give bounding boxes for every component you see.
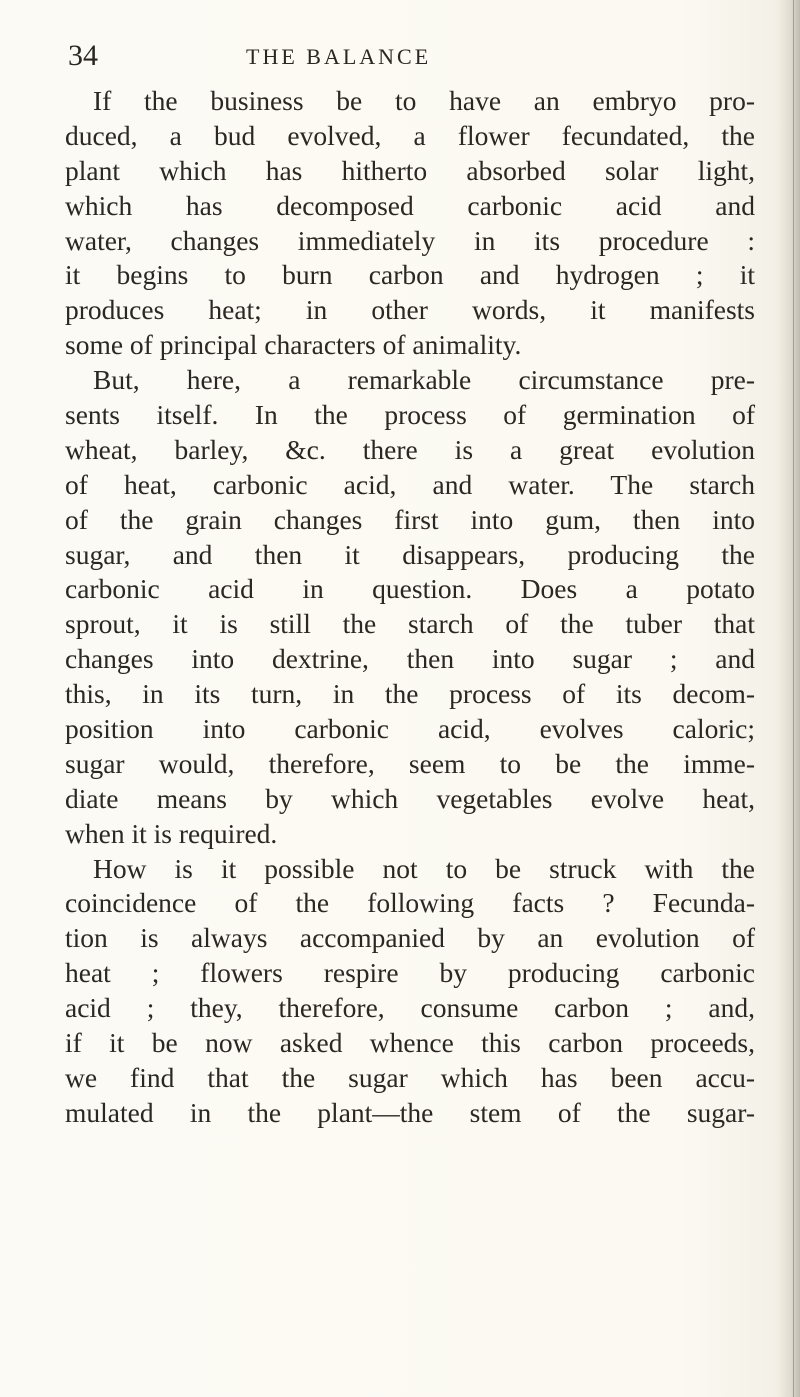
body-text — [65, 84, 755, 1131]
page-number: 34 — [68, 39, 98, 72]
text-line: acid ; they, therefore, consume carbon ; and, — [65, 992, 755, 1024]
text-line: heat ; flowers respire by producing carbonic — [65, 957, 755, 989]
text-line: we find that the sugar which has been accu- — [65, 1061, 755, 1093]
text-line: position into carbonic acid, evolves caloric; — [65, 713, 755, 745]
text-line: some of principal characters of animality. — [65, 329, 522, 361]
text-line: mulated in the plant—the stem of the sugar- — [65, 1096, 755, 1128]
text-line: water, changes immediately in its procedure : — [65, 224, 755, 256]
text-line: If the business be to have an embryo pro- — [93, 85, 755, 116]
text-line: sprout, it is still the starch of the tuber that — [65, 608, 755, 640]
page-header — [68, 38, 768, 74]
page-gutter-shadow — [778, 0, 800, 1397]
text-line: plant which has hitherto absorbed solar light, — [65, 154, 755, 186]
text-line: which has decomposed carbonic acid and — [65, 189, 755, 221]
text-line: But, here, a remarkable circumstance pre- — [93, 364, 755, 396]
text-line: this, in its turn, in the process of its decom- — [65, 678, 755, 710]
text-line: wheat, barley, &c. there is a great evolution — [65, 433, 755, 465]
text-line: duced, a bud evolved, a flower fecundated, the — [65, 119, 755, 151]
text-line: changes into dextrine, then into sugar ; and — [65, 643, 755, 675]
text-line: coincidence of the following facts ? Fecunda- — [65, 887, 755, 919]
text-line: of the grain changes first into gum, then into — [65, 503, 755, 535]
text-line: when it is required. — [65, 817, 278, 849]
text-line: carbonic acid in question. Does a potato — [65, 573, 755, 605]
text-line: produces heat; in other words, it manifests — [65, 294, 755, 326]
text-line: sugar would, therefore, seem to be the imme- — [65, 747, 755, 779]
text-line: if it be now asked whence this carbon proceeds, — [65, 1027, 755, 1059]
page-edge-line — [793, 0, 794, 1397]
text-line: tion is always accompanied by an evolution of — [65, 922, 755, 954]
running-head: THE BALANCE — [246, 44, 432, 69]
text-line: sugar, and then it disappears, producing the — [65, 538, 755, 570]
text-line: sents itself. In the process of germination of — [65, 399, 755, 431]
text-line: it begins to burn carbon and hydrogen ; it — [65, 259, 755, 291]
text-line: diate means by which vegetables evolve heat, — [65, 782, 755, 814]
text-line: How is it possible not to be struck with the — [93, 852, 755, 884]
text-line: of heat, carbonic acid, and water. The starch — [65, 468, 755, 500]
